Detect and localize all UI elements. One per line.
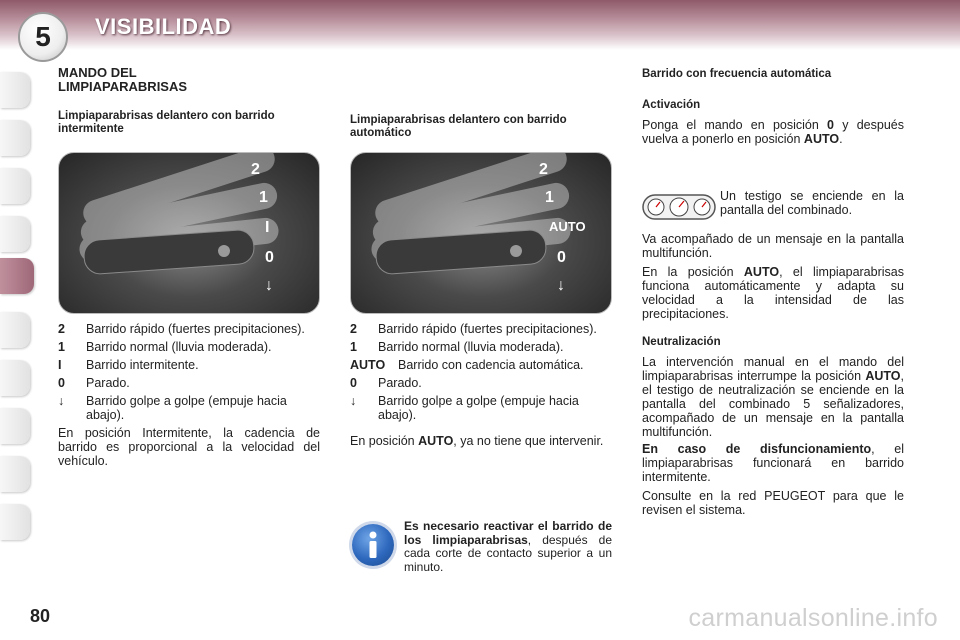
legend-item: 1 Barrido normal (lluvia moderada). (350, 340, 564, 354)
fallo-text: En caso de disfuncionamiento, el limpiaparabrisas funcionará en barrido intermitente. (642, 442, 904, 484)
position-label-0: 0 (557, 249, 566, 266)
section-title: MANDO DEL LIMPIAPARABRISAS (58, 65, 188, 94)
position-label-down: ↓ (557, 277, 565, 294)
neutral-text: La intervención manual en el mando del limpiaparabrisas interrumpe la posición AUTO, el testigo de neutralización se enciende en la pantalla del combinado 5 señalizadores, acompañado de un mensaje en la pantalla multifunción. (642, 355, 904, 439)
chapter-number-badge: 5 (18, 12, 68, 62)
legend-item: AUTO Barrido con cadencia automática. (350, 358, 584, 372)
intermitente-legend (58, 322, 320, 468)
legend-item: ↓ Barrido golpe a golpe (empuje hacia abajo). (350, 394, 579, 422)
position-label-auto: AUTO (549, 219, 586, 234)
activacion-title: Activación (642, 99, 701, 111)
instrument-cluster-icon (642, 194, 716, 220)
column-automatico (350, 114, 612, 140)
automatico-heading: Limpiaparabrisas delantero con barrido automático (350, 114, 567, 139)
legend-item: I Barrido intermitente. (58, 358, 199, 372)
chapter-tab-7[interactable] (0, 360, 30, 396)
chapter-tab-9[interactable] (0, 456, 30, 492)
position-label-down: ↓ (265, 277, 273, 294)
position-label-i: I (265, 219, 270, 236)
watermark: carmanualsonline.info (688, 604, 938, 632)
chapter-tab-1[interactable] (0, 72, 30, 108)
mensaje-text: Va acompañado de un mensaje en la pantalla multifunción. (642, 232, 904, 260)
neutral-title: Neutralización (642, 336, 721, 348)
frecuencia-body (642, 232, 904, 517)
legend-item: 2 Barrido rápido (fuertes precipitaciones). (58, 322, 305, 336)
auto-description: En la posición AUTO, el limpiaparabrisas funciona automáticamente y adapta su velocidad a la intensidad de las precipitaciones. (642, 265, 904, 321)
intermitente-heading: Limpiaparabrisas delantero con barrido intermitente (58, 110, 275, 135)
legend-item: 0 Parado. (58, 376, 130, 390)
column-intermitente (58, 66, 320, 136)
legend-item: ↓ Barrido golpe a golpe (empuje hacia abajo). (58, 394, 287, 422)
activacion-text: Ponga el mando en posición 0 y después vuelva a ponerlo en posición AUTO. (642, 118, 904, 146)
consulte-text: Consulte en la red PEUGEOT para que le revisen el sistema. (642, 489, 904, 517)
chapter-tab-8[interactable] (0, 408, 30, 444)
position-label-2: 2 (251, 161, 260, 178)
chapter-tabs (0, 62, 34, 582)
legend-item: 2 Barrido rápido (fuertes precipitaciones). (350, 322, 597, 336)
info-icon (352, 524, 394, 566)
position-label-1: 1 (545, 189, 554, 206)
legend-item: 0 Parado. (350, 376, 422, 390)
testigo-text: Un testigo se enciende en la pantalla del combinado. (720, 189, 904, 217)
intermitente-footer: En posición Intermitente, la cadencia de barrido es proporcional a la velocidad del vehículo. (58, 426, 320, 468)
position-label-2: 2 (539, 161, 548, 178)
automatico-legend (350, 322, 612, 448)
stalk-image-intermitente (58, 152, 320, 314)
page-number: 80 (30, 606, 51, 626)
position-label-0: 0 (265, 249, 274, 266)
chapter-tab-3[interactable] (0, 168, 30, 204)
position-label-1: 1 (259, 189, 268, 206)
stalk-image-automatico (350, 152, 612, 314)
chapter-tab-4[interactable] (0, 216, 30, 252)
frecuencia-heading: Barrido con frecuencia automática (642, 68, 832, 80)
reactivation-note: Es necesario reactivar el barrido de los limpiaparabrisas, después de cada corte de contacto superior a un minuto. (404, 519, 612, 574)
legend-item: 1 Barrido normal (lluvia moderada). (58, 340, 272, 354)
chapter-tab-5-active[interactable] (0, 258, 34, 294)
chapter-tab-6[interactable] (0, 312, 30, 348)
chapter-title: VISIBILIDAD (95, 14, 232, 39)
column-frecuencia (642, 68, 904, 146)
chapter-tab-2[interactable] (0, 120, 30, 156)
automatico-footer: En posición AUTO, ya no tiene que intervenir. (350, 434, 604, 448)
chapter-tab-10[interactable] (0, 504, 30, 540)
